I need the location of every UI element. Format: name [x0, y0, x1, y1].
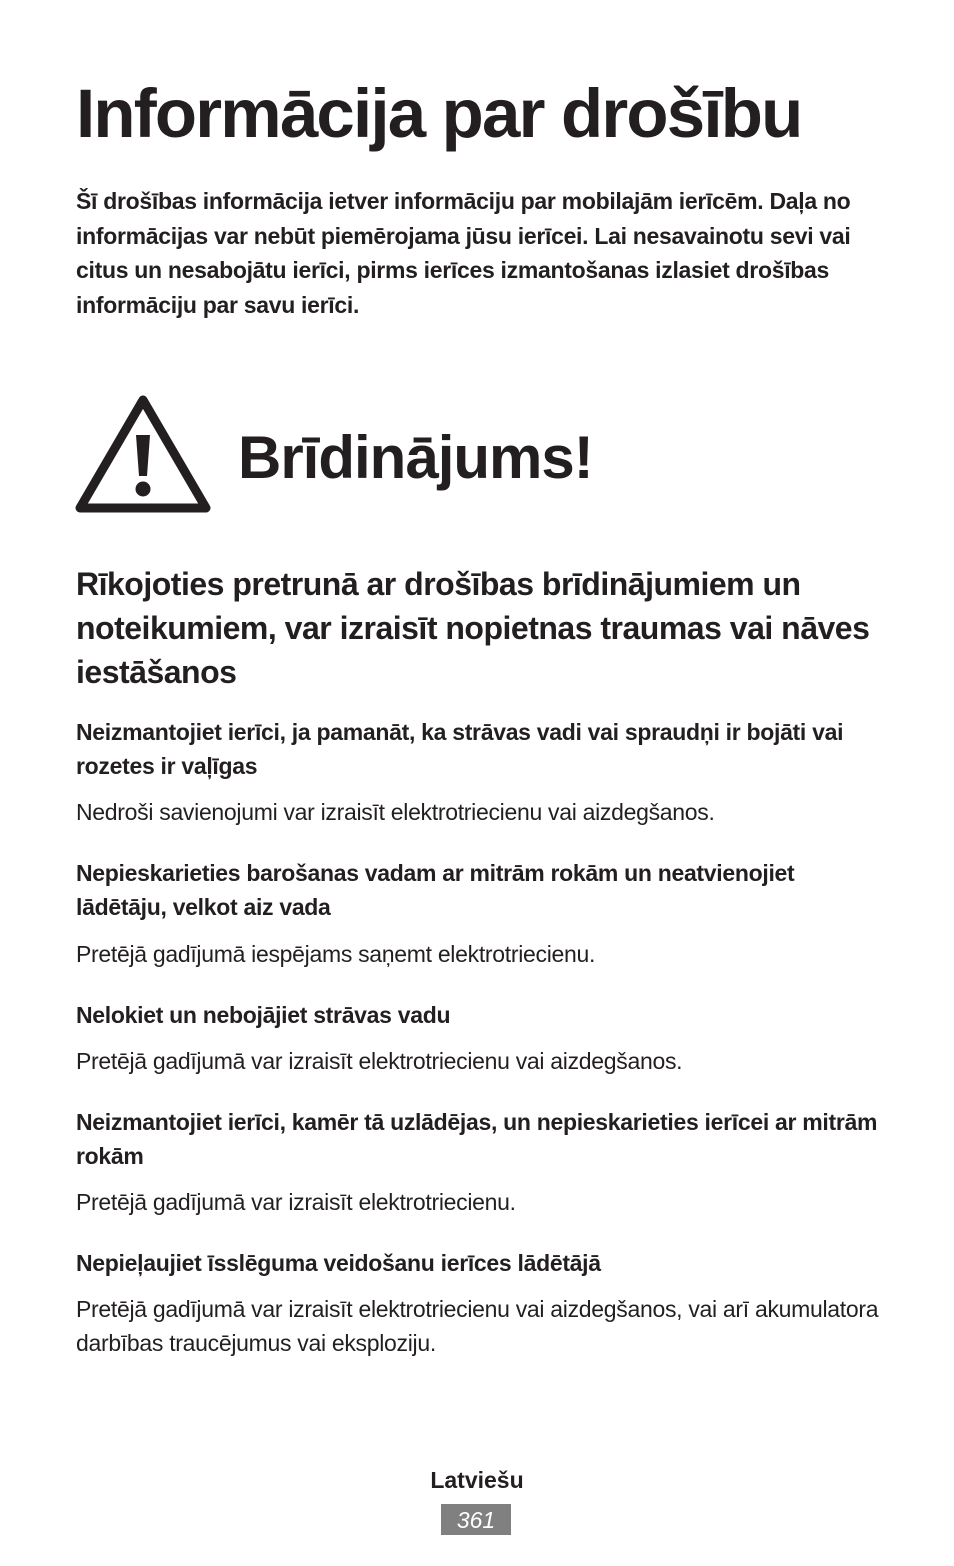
item-text-3: Pretējā gadījumā var izraisīt elektrotriecienu vai aizdegšanos.	[76, 1048, 683, 1074]
item-text-2: Pretējā gadījumā iespējams saņemt elektrotriecienu.	[76, 941, 596, 967]
item-heading-3: Nelokiet un nebojājiet strāvas vadu	[76, 1002, 451, 1028]
warning-triangle-icon	[74, 393, 212, 515]
item-heading-5: Nepieļaujiet īsslēguma veidošanu ierīces lādētājā	[76, 1250, 601, 1276]
item-heading-2: Nepieskarieties barošanas vadam ar mitrām rokām un neatvienojiet lādētāju, velkot aiz vada	[76, 860, 795, 920]
item-text-1: Nedroši savienojumi var izraisīt elektrotriecienu vai aizdegšanos.	[76, 799, 715, 825]
item-heading-1: Neizmantojiet ierīci, ja pamanāt, ka strāvas vadi vai spraudņi ir bojāti vai rozetes ir vaļīgas	[76, 719, 844, 779]
page-number: 361	[441, 1504, 511, 1535]
item-text-5: Pretējā gadījumā var izraisīt elektrotriecienu vai aizdegšanos, vai arī akumulatora darbības traucējumus vai eksploziju.	[76, 1296, 879, 1356]
footer-language: Latviešu	[430, 1467, 524, 1493]
item-heading-4: Neizmantojiet ierīci, kamēr tā uzlādējas, un nepieskarieties ierīcei ar mitrām rokām	[76, 1109, 878, 1169]
intro-paragraph: Šī drošības informācija ietver informāciju par mobilajām ierīcēm. Daļa no informācijas var nebūt piemērojama jūsu ierīcei. Lai nesavainotu sevi vai citus un nesabojātu ierīci, pirms ierīces izmantošanas izlasiet drošības informāciju par savu ierīci.	[76, 188, 851, 318]
lead-statement: Rīkojoties pretrunā ar drošības brīdinājumiem un noteikumiem, var izraisīt nopietnas traumas vai nāves iestāšanos	[76, 566, 870, 690]
page-title: Informācija par drošību	[76, 75, 802, 152]
warning-heading: Brīdinājums!	[238, 424, 593, 491]
item-text-4: Pretējā gadījumā var izraisīt elektrotriecienu.	[76, 1189, 516, 1215]
